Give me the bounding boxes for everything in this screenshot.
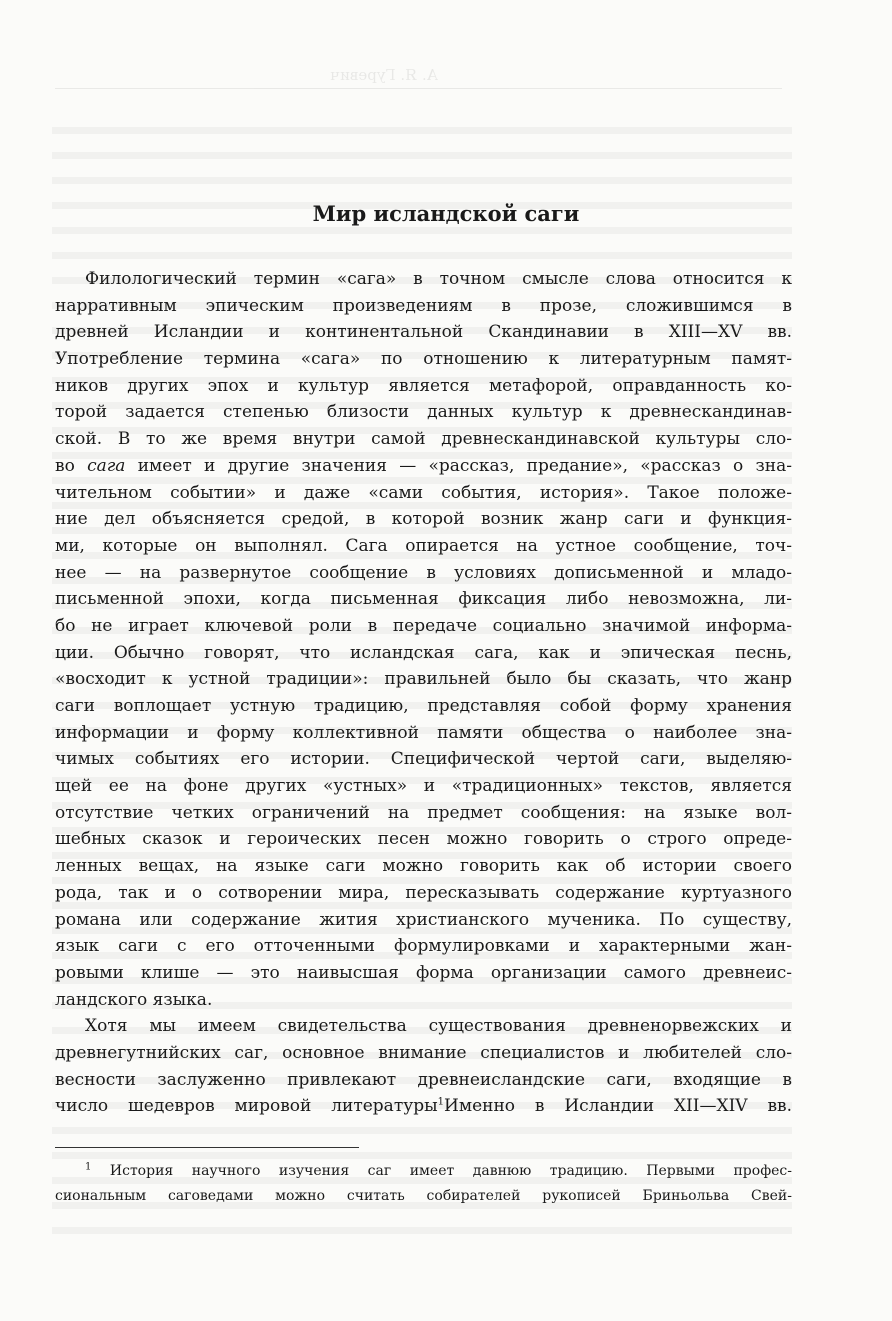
body-line: ленных вещах, на языке саги можно говорить как об истории своего: [55, 856, 792, 877]
body-line: во сага имеет и другие значения — «рассказ, предание», «рассказ о зна-: [55, 455, 792, 476]
term-emphasis: сага: [87, 455, 126, 476]
body-line: «восходит к устной традиции»: правильней было бы сказать, что жанр: [55, 669, 792, 690]
body-line: язык саги с его отточенными формулировками и характерными жан-: [55, 936, 792, 957]
body-line: рода, так и о сотворении мира, пересказывать содержание куртуазного: [55, 882, 792, 903]
bleedthrough-running-header: [0, 66, 892, 90]
chapter-title: Мир исландской саги: [312, 201, 580, 226]
body-line: нарративным эпическим произведениям в прозе, сложившимся в: [55, 295, 792, 316]
body-line: весности заслуженно привлекают древнеисландские саги, входящие в: [55, 1069, 792, 1090]
footnote-separator: [55, 1147, 359, 1148]
footnote-text: История научного изучения саг имеет давнюю традицию. Первыми профес-: [109, 1163, 793, 1179]
body-line: романа или содержание жития христианского мученика. По существу,: [55, 909, 792, 930]
body-line: чимых событиях его истории. Специфической чертой саги, выделяю-: [55, 749, 792, 770]
body-line: ландского языка.: [55, 989, 213, 1010]
footnote: [55, 1159, 792, 1209]
body-line: торой задается степенью близости данных культур к древнескандинав-: [55, 402, 792, 423]
body-line: отсутствие четких ограничений на предмет сообщения: на языке вол-: [55, 802, 792, 823]
body-line: письменной эпохи, когда письменная фиксация либо невозможна, ли-: [55, 589, 792, 610]
body-line: ровыми клише — это наивысшая форма организации самого древнеис-: [55, 962, 792, 983]
body-line: щей ее на фоне других «устных» и «традиционных» текстов, является: [55, 776, 792, 797]
body-line: информации и форму коллективной памяти общества о наиболее зна-: [55, 722, 792, 743]
body-line: древней Исландии и континентальной Скандинавии в XIII—XV вв.: [55, 322, 792, 343]
body-line: ние дел объясняется средой, в которой возник жанр саги и функция-: [55, 509, 792, 530]
body-line-with-footnote-ref: [55, 1093, 792, 1120]
body-line: ции. Обычно говорят, что исландская сага, как и эпическая песнь,: [55, 642, 792, 663]
body-line: Филологический термин «сага» в точном смысле слова относится к: [85, 269, 792, 289]
body-line-part: Именно в Исландии XII—XIV вв.: [444, 1096, 792, 1117]
bleedthrough-header-rule: [55, 88, 782, 89]
bleedthrough-header-text: А. Я. Гуревич: [330, 66, 439, 84]
body-line: нее — на развернутое сообщение в условиях дописьменной и младо-: [55, 562, 792, 583]
body-line: шебных сказок и героических песен можно говорить о строго опреде-: [55, 829, 792, 850]
footnote-marker: 1: [85, 1161, 92, 1173]
body-line: чительном событии» и даже «сами события, история». Такое положе-: [55, 482, 792, 503]
body-line: ников других эпох и культур является метафорой, оправданность ко-: [55, 375, 792, 396]
body-line: ской. В то же время внутри самой древнескандинавской культуры сло-: [55, 429, 792, 450]
body-line: Хотя мы имеем свидетельства существования древненорвежских и: [85, 1016, 792, 1037]
body-line: саги воплощает устную традицию, представляя собой форму хранения: [55, 696, 792, 716]
body-line: древнегутнийских саг, основное внимание специалистов и любителей сло-: [55, 1042, 792, 1063]
footnote-line: [55, 1159, 792, 1184]
body-line: бо не играет ключевой роли в передаче социально значимой информа-: [55, 615, 792, 636]
footnote-line: сиональным саговедами можно считать собирателей рукописей Бриньольва Свей-: [55, 1188, 792, 1204]
body-line: ми, которые он выполнял. Сага опирается на устное сообщение, точ-: [55, 535, 792, 556]
body-line: Употребление термина «сага» по отношению к литературным памят-: [55, 349, 792, 370]
body-text: [55, 266, 792, 1120]
body-line-part: число шедевров мировой литературы: [55, 1096, 438, 1117]
footnote-reference[interactable]: 1: [437, 1096, 445, 1108]
